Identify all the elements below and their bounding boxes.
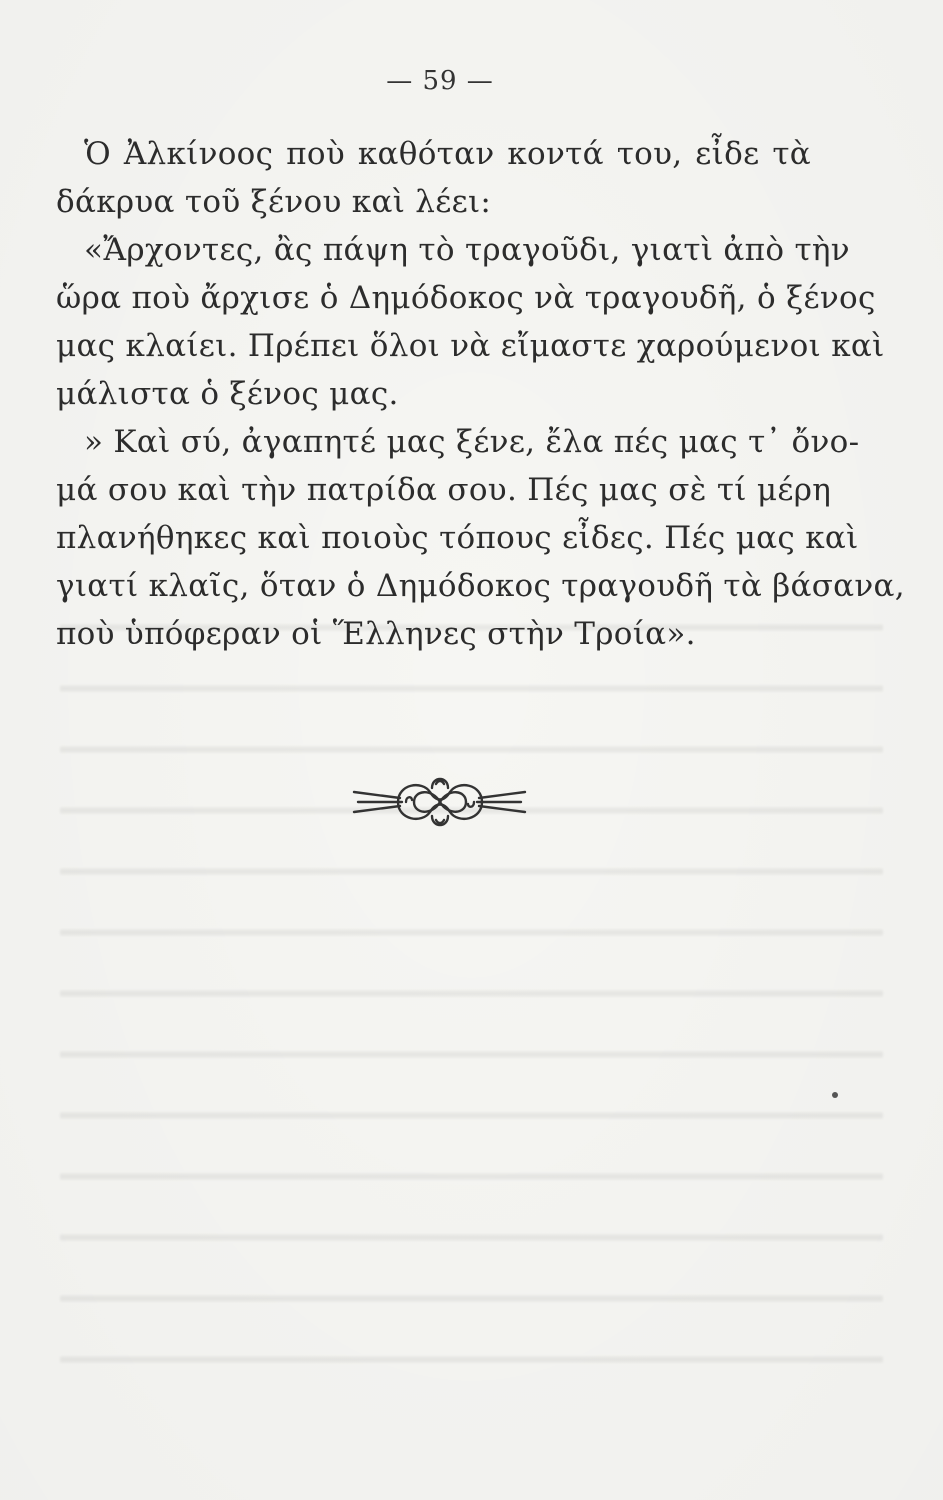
text-line: «Ἄρχοντες, ἂς πάψη τὸ τραγοῦδι, γιατὶ ἀπὸ τὴν xyxy=(84,232,850,268)
text-line: δάκρυα τοῦ ξένου καὶ λέει: xyxy=(56,184,492,220)
text-line: γιατί κλαῖς, ὅταν ὁ Δημόδοκος τραγουδῆ τὰ βάσανα, xyxy=(56,568,905,604)
ornament-flourish-icon xyxy=(352,770,527,830)
text-line: μας κλαίει. Πρέπει ὅλοι νὰ εἴμαστε χαρούμενοι καὶ xyxy=(56,328,885,364)
text-line: Ὁ Ἀλκίνοος ποὺ καθόταν κοντά του, εἶδε τὰ xyxy=(84,136,811,172)
page-number: — 59 — xyxy=(386,66,494,96)
text-line: μάλιστα ὁ ξένος μας. xyxy=(56,376,399,412)
show-through-text xyxy=(60,590,883,1370)
text-line: πλανήθηκες καὶ ποιοὺς τόπους εἶδες. Πές μας καὶ xyxy=(56,520,859,556)
text-line: ὥρα ποὺ ἄρχισε ὁ Δημόδοκος νὰ τραγουδῆ, ὁ ξένος xyxy=(56,280,876,316)
text-line: » Καὶ σύ, ἀγαπητέ μας ξένε, ἔλα πές μας τ᾿ ὄνο- xyxy=(84,424,860,460)
text-line: ποὺ ὑπόφεραν οἱ Ἕλληνες στὴν Τροία». xyxy=(56,616,696,652)
paper-speck xyxy=(832,1092,838,1098)
body-text xyxy=(56,130,905,658)
text-line: μά σου καὶ τὴν πατρίδα σου. Πές μας σὲ τί μέρη xyxy=(56,472,832,508)
